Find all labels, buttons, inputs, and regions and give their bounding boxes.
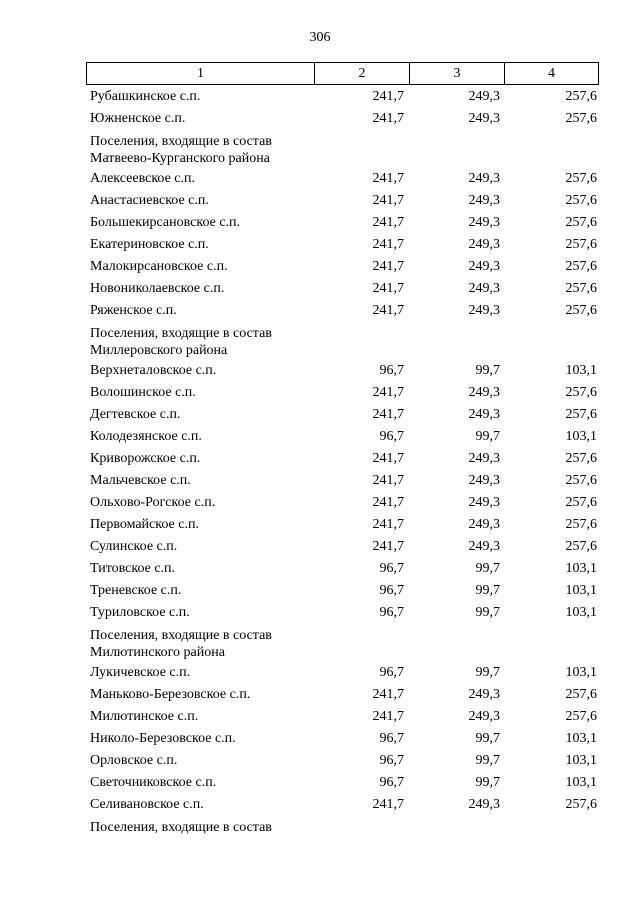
settlement-name: Сулинское с.п. — [90, 539, 178, 554]
value-col-3: 99,7 — [475, 605, 500, 620]
value-col-4: 103,1 — [565, 583, 597, 598]
table-header-row — [86, 62, 599, 85]
settlement-name: Малокирсановское с.п. — [90, 259, 228, 274]
value-col-2: 96,7 — [379, 731, 404, 746]
group-heading-text: Поселения, входящие в состав Милютинского района — [90, 628, 272, 660]
table-row — [86, 750, 599, 772]
settlement-name: Дегтевское с.п. — [90, 407, 181, 422]
value-col-2: 96,7 — [379, 605, 404, 620]
settlement-name: Криворожское с.п. — [90, 451, 201, 466]
value-col-3: 249,3 — [468, 517, 500, 532]
table-row — [86, 684, 599, 706]
table-row — [86, 602, 599, 624]
table-row — [86, 426, 599, 448]
value-col-4: 103,1 — [565, 775, 597, 790]
settlement-name: Николо-Березовское с.п. — [90, 731, 236, 746]
value-col-3: 99,7 — [475, 665, 500, 680]
value-col-3: 249,3 — [468, 473, 500, 488]
header-col-3: 3 — [409, 63, 504, 84]
settlement-name: Треневское с.п. — [90, 583, 182, 598]
group-heading-text: Поселения, входящие в состав Матвеево-Курганского района — [90, 134, 272, 166]
value-col-4: 257,6 — [565, 709, 597, 724]
value-col-2: 241,7 — [372, 89, 404, 104]
table-row — [86, 278, 599, 300]
group-heading-text: Поселения, входящие в состав — [90, 820, 272, 835]
value-col-2: 241,7 — [372, 171, 404, 186]
value-col-3: 249,3 — [468, 215, 500, 230]
value-col-3: 249,3 — [468, 259, 500, 274]
value-col-4: 103,1 — [565, 561, 597, 576]
value-col-2: 241,7 — [372, 797, 404, 812]
settlement-name: Южненское с.п. — [90, 111, 186, 126]
table-row — [86, 662, 599, 684]
value-col-4: 103,1 — [565, 753, 597, 768]
value-col-3: 249,3 — [468, 303, 500, 318]
value-col-3: 249,3 — [468, 89, 500, 104]
value-col-3: 99,7 — [475, 363, 500, 378]
value-col-2: 241,7 — [372, 215, 404, 230]
value-col-2: 96,7 — [379, 583, 404, 598]
value-col-3: 249,3 — [468, 237, 500, 252]
value-col-3: 99,7 — [475, 561, 500, 576]
table-row — [86, 772, 599, 794]
table-row — [86, 728, 599, 750]
table-row — [86, 448, 599, 470]
settlement-name: Алексеевское с.п. — [90, 171, 195, 186]
value-col-4: 103,1 — [565, 731, 597, 746]
header-col-4: 4 — [504, 63, 598, 84]
page-number: 306 — [309, 30, 331, 45]
value-col-4: 257,6 — [565, 111, 597, 126]
table-row — [86, 404, 599, 426]
table-row — [86, 492, 599, 514]
value-col-4: 257,6 — [565, 517, 597, 532]
value-col-3: 249,3 — [468, 193, 500, 208]
value-col-3: 249,3 — [468, 407, 500, 422]
settlement-name: Мальчевское с.п. — [90, 473, 191, 488]
value-col-2: 241,7 — [372, 193, 404, 208]
value-col-3: 99,7 — [475, 775, 500, 790]
value-col-3: 99,7 — [475, 429, 500, 444]
value-col-2: 241,7 — [372, 111, 404, 126]
table-row — [86, 234, 599, 256]
settlement-name: Большекирсановское с.п. — [90, 215, 241, 230]
value-col-2: 96,7 — [379, 753, 404, 768]
settlement-name: Ольхово-Рогское с.п. — [90, 495, 216, 510]
value-col-4: 257,6 — [565, 193, 597, 208]
value-col-2: 241,7 — [372, 539, 404, 554]
settlement-name: Рубашкинское с.п. — [90, 89, 201, 104]
value-col-3: 249,3 — [468, 709, 500, 724]
value-col-4: 257,6 — [565, 385, 597, 400]
value-col-2: 241,7 — [372, 687, 404, 702]
table-row — [86, 190, 599, 212]
table-group-heading-row — [86, 816, 599, 846]
table-row — [86, 212, 599, 234]
value-col-3: 249,3 — [468, 281, 500, 296]
table-body — [86, 86, 599, 846]
value-col-2: 241,7 — [372, 517, 404, 532]
value-col-3: 99,7 — [475, 583, 500, 598]
settlement-name: Ряженское с.п. — [90, 303, 177, 318]
value-col-2: 241,7 — [372, 495, 404, 510]
value-col-2: 241,7 — [372, 281, 404, 296]
value-col-4: 257,6 — [565, 687, 597, 702]
value-col-4: 257,6 — [565, 451, 597, 466]
value-col-3: 99,7 — [475, 753, 500, 768]
value-col-3: 249,3 — [468, 171, 500, 186]
value-col-2: 241,7 — [372, 407, 404, 422]
settlement-name: Колодезянское с.п. — [90, 429, 202, 444]
group-heading-text: Поселения, входящие в состав Миллеровского района — [90, 326, 272, 358]
value-col-2: 241,7 — [372, 303, 404, 318]
table-row — [86, 86, 599, 108]
table-row — [86, 108, 599, 130]
table-row — [86, 256, 599, 278]
value-col-4: 257,6 — [565, 495, 597, 510]
settlement-name: Светочниковское с.п. — [90, 775, 217, 790]
table-row — [86, 168, 599, 190]
value-col-2: 96,7 — [379, 561, 404, 576]
settlement-name: Селивановское с.п. — [90, 797, 204, 812]
value-col-2: 241,7 — [372, 385, 404, 400]
table-group-heading-row — [86, 322, 599, 360]
value-col-4: 257,6 — [565, 89, 597, 104]
value-col-2: 96,7 — [379, 429, 404, 444]
value-col-4: 257,6 — [565, 281, 597, 296]
value-col-4: 257,6 — [565, 215, 597, 230]
settlement-name: Волошинское с.п. — [90, 385, 196, 400]
value-col-4: 103,1 — [565, 429, 597, 444]
table-row — [86, 382, 599, 404]
value-col-3: 249,3 — [468, 687, 500, 702]
settlement-name: Екатериновское с.п. — [90, 237, 209, 252]
value-col-4: 257,6 — [565, 407, 597, 422]
settlement-name: Анастасиевское с.п. — [90, 193, 209, 208]
settlement-name: Лукичевское с.п. — [90, 665, 191, 680]
value-col-3: 249,3 — [468, 451, 500, 466]
value-col-2: 96,7 — [379, 775, 404, 790]
value-col-3: 99,7 — [475, 731, 500, 746]
settlement-name: Милютинское с.п. — [90, 709, 199, 724]
table-row — [86, 558, 599, 580]
table-row — [86, 514, 599, 536]
value-col-2: 241,7 — [372, 709, 404, 724]
value-col-3: 249,3 — [468, 111, 500, 126]
value-col-4: 257,6 — [565, 237, 597, 252]
settlement-name: Орловское с.п. — [90, 753, 178, 768]
value-col-3: 249,3 — [468, 385, 500, 400]
value-col-4: 257,6 — [565, 303, 597, 318]
value-col-4: 257,6 — [565, 259, 597, 274]
value-col-3: 249,3 — [468, 495, 500, 510]
table-row — [86, 536, 599, 558]
value-col-4: 257,6 — [565, 473, 597, 488]
value-col-2: 241,7 — [372, 237, 404, 252]
value-col-4: 103,1 — [565, 665, 597, 680]
value-col-2: 241,7 — [372, 451, 404, 466]
header-col-2: 2 — [314, 63, 409, 84]
table-row — [86, 580, 599, 602]
table-row — [86, 300, 599, 322]
table-row — [86, 794, 599, 816]
value-col-2: 241,7 — [372, 473, 404, 488]
settlement-name: Новониколаевское с.п. — [90, 281, 225, 296]
table-row — [86, 470, 599, 492]
settlement-name: Туриловское с.п. — [90, 605, 190, 620]
value-col-4: 103,1 — [565, 363, 597, 378]
value-col-3: 249,3 — [468, 797, 500, 812]
value-col-3: 249,3 — [468, 539, 500, 554]
settlement-name: Верхнеталовское с.п. — [90, 363, 217, 378]
value-col-2: 96,7 — [379, 363, 404, 378]
table-row — [86, 360, 599, 382]
value-col-2: 96,7 — [379, 665, 404, 680]
table-group-heading-row — [86, 624, 599, 662]
settlement-name: Первомайское с.п. — [90, 517, 199, 532]
table-group-heading-row — [86, 130, 599, 168]
value-col-4: 103,1 — [565, 605, 597, 620]
value-col-2: 241,7 — [372, 259, 404, 274]
settlement-name: Маньково-Березовское с.п. — [90, 687, 251, 702]
value-col-4: 257,6 — [565, 797, 597, 812]
settlement-name: Титовское с.п. — [90, 561, 176, 576]
value-col-4: 257,6 — [565, 539, 597, 554]
table-row — [86, 706, 599, 728]
header-col-1: 1 — [197, 66, 204, 81]
value-col-4: 257,6 — [565, 171, 597, 186]
